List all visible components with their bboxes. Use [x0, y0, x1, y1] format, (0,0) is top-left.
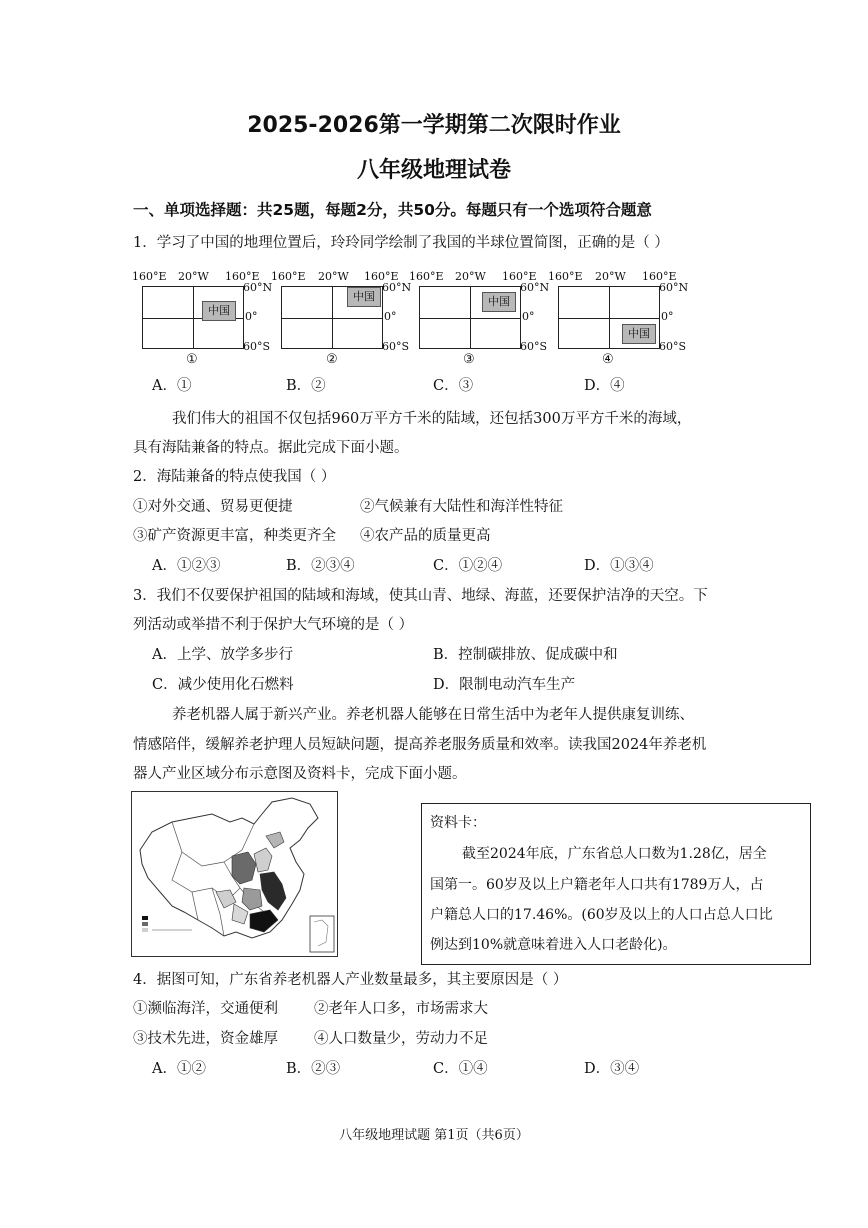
- q4-option-c[interactable]: C．①④: [433, 1061, 488, 1077]
- question-3-stem-line-2: 列活动或举措不利于保护大气环境的是（ ）: [133, 617, 414, 633]
- map-2-label-lon-mid: 20°W: [318, 270, 349, 283]
- map-4-label-lat-eq: 0°: [661, 310, 674, 323]
- map-3-label-lon-left: 160°E: [409, 270, 444, 283]
- q3-option-c[interactable]: C．减少使用化石燃料: [152, 677, 294, 693]
- china-robot-industry-map: [131, 791, 338, 957]
- exam-subtitle: 八年级地理试卷: [356, 158, 511, 183]
- info-card-line-3: 户籍总人口的17.46%。(60岁及以上的人口占总人口比: [430, 907, 773, 923]
- map-2-china-box: 中国: [347, 287, 381, 307]
- map-2-label-lat-s: 60°S: [382, 340, 410, 353]
- page-footer: 八年级地理试题 第1页（共6页）: [339, 1128, 529, 1143]
- map-3-label-lat-n: 60°N: [520, 281, 550, 294]
- q1-option-c[interactable]: C．③: [433, 378, 474, 394]
- map-1-label-lon-right: 160°E: [225, 270, 260, 283]
- map-4-label-lat-s: 60°S: [659, 340, 687, 353]
- map-1-label-lat-eq: 0°: [245, 310, 258, 323]
- map-2-number: ②: [326, 352, 338, 367]
- passage-1-line-1: 我们伟大的祖国不仅包括960万平方千米的陆域，还包括300万平方千米的海域，: [172, 411, 692, 427]
- map-4-china-box: 中国: [622, 324, 656, 344]
- map-3-label-lat-eq: 0°: [522, 310, 535, 323]
- map-1-number: ①: [186, 352, 198, 367]
- q4-option-a[interactable]: A．①②: [152, 1061, 206, 1077]
- q2-item-3: ③矿产资源更丰富，种类更齐全: [133, 528, 336, 544]
- question-4-stem: 4．据图可知，广东省养老机器人产业数量最多，其主要原因是（ ）: [133, 972, 568, 988]
- map-1-label-lon-left: 160°E: [132, 270, 167, 283]
- map-3-label-lon-mid: 20°W: [455, 270, 486, 283]
- info-card-line-1: 截至2024年底，广东省总人口数为1.28亿，居全: [462, 846, 767, 862]
- q2-item-1: ①对外交通、贸易更便捷: [133, 499, 293, 515]
- exam-title: 2025-2026第一学期第二次限时作业: [247, 113, 621, 138]
- q2-item-2: ②气候兼有大陆性和海洋性特征: [360, 499, 563, 515]
- question-3-stem-line-1: 3．我们不仅要保护祖国的陆域和海域，使其山青、地绿、海蓝，还要保护洁净的天空。下: [133, 588, 708, 604]
- passage-2-line-1: 养老机器人属于新兴产业。养老机器人能够在日常生活中为老年人提供康复训练、: [172, 707, 694, 723]
- q1-option-a[interactable]: A．①: [152, 378, 192, 394]
- map-1-label-lat-s: 60°S: [243, 340, 271, 353]
- q2-option-d[interactable]: D．①③④: [584, 558, 654, 574]
- q1-option-d[interactable]: D．④: [584, 378, 625, 394]
- question-2-stem: 2．海陆兼备的特点使我国（ ）: [133, 469, 336, 485]
- q3-option-b[interactable]: B．控制碳排放、促成碳中和: [433, 647, 618, 663]
- map-3-label-lon-right: 160°E: [502, 270, 537, 283]
- map-2-label-lon-left: 160°E: [271, 270, 306, 283]
- map-4-label-lat-n: 60°N: [659, 281, 689, 294]
- question-1-stem: 1．学习了中国的地理位置后，玲玲同学绘制了我国的半球位置简图，正确的是（ ）: [133, 235, 669, 251]
- map-3-label-lat-s: 60°S: [520, 340, 548, 353]
- map-4-label-lon-left: 160°E: [548, 270, 583, 283]
- q4-item-3: ③技术先进，资金雄厚: [133, 1031, 278, 1047]
- q2-option-a[interactable]: A．①②③: [152, 558, 221, 574]
- china-map-graphic: [132, 792, 337, 956]
- map-3-china-box: 中国: [482, 292, 516, 312]
- map-1-label-lat-n: 60°N: [243, 281, 273, 294]
- q2-item-4: ④农产品的质量更高: [360, 528, 491, 544]
- q3-option-d[interactable]: D．限制电动汽车生产: [433, 677, 576, 693]
- q4-item-1: ①濒临海洋，交通便利: [133, 1001, 278, 1017]
- q4-option-d[interactable]: D．③④: [584, 1061, 640, 1077]
- map-3-number: ③: [463, 352, 475, 367]
- map-4-label-lon-right: 160°E: [642, 270, 677, 283]
- map-2-label-lat-eq: 0°: [384, 310, 397, 323]
- map-4-number: ④: [602, 352, 614, 367]
- q3-option-a[interactable]: A．上学、放学多步行: [152, 647, 293, 663]
- passage-1-line-2: 具有海陆兼备的特点。据此完成下面小题。: [133, 440, 409, 456]
- map-2-label-lon-right: 160°E: [364, 270, 399, 283]
- map-1-china-box: 中国: [202, 301, 236, 321]
- info-card-line-2: 国第一。60岁及以上户籍老年人口共有1789万人，占: [430, 877, 764, 893]
- info-card: [421, 803, 811, 965]
- q4-option-b[interactable]: B．②③: [286, 1061, 341, 1077]
- passage-2-line-3: 器人产业区域分布示意图及资料卡，完成下面小题。: [133, 766, 467, 782]
- info-card-line-4: 例达到10%就意味着进入人口老龄化)。: [430, 937, 677, 953]
- passage-2-line-2: 情感陪伴，缓解养老护理人员短缺问题，提高养老服务质量和效率。读我国2024年养老机: [133, 737, 707, 753]
- section-heading: 一、单项选择题：共25题，每题2分，共50分。每题只有一个选项符合题意: [133, 201, 652, 219]
- map-2-label-lat-n: 60°N: [382, 281, 412, 294]
- map-4-label-lon-mid: 20°W: [595, 270, 626, 283]
- info-card-title: 资料卡：: [430, 815, 486, 831]
- q4-item-2: ②老年人口多，市场需求大: [314, 1001, 488, 1017]
- q2-option-c[interactable]: C．①②④: [433, 558, 503, 574]
- map-1-label-lon-mid: 20°W: [178, 270, 209, 283]
- q1-option-b[interactable]: B．②: [286, 378, 326, 394]
- q4-item-4: ④人口数量少，劳动力不足: [314, 1031, 488, 1047]
- q2-option-b[interactable]: B．②③④: [286, 558, 355, 574]
